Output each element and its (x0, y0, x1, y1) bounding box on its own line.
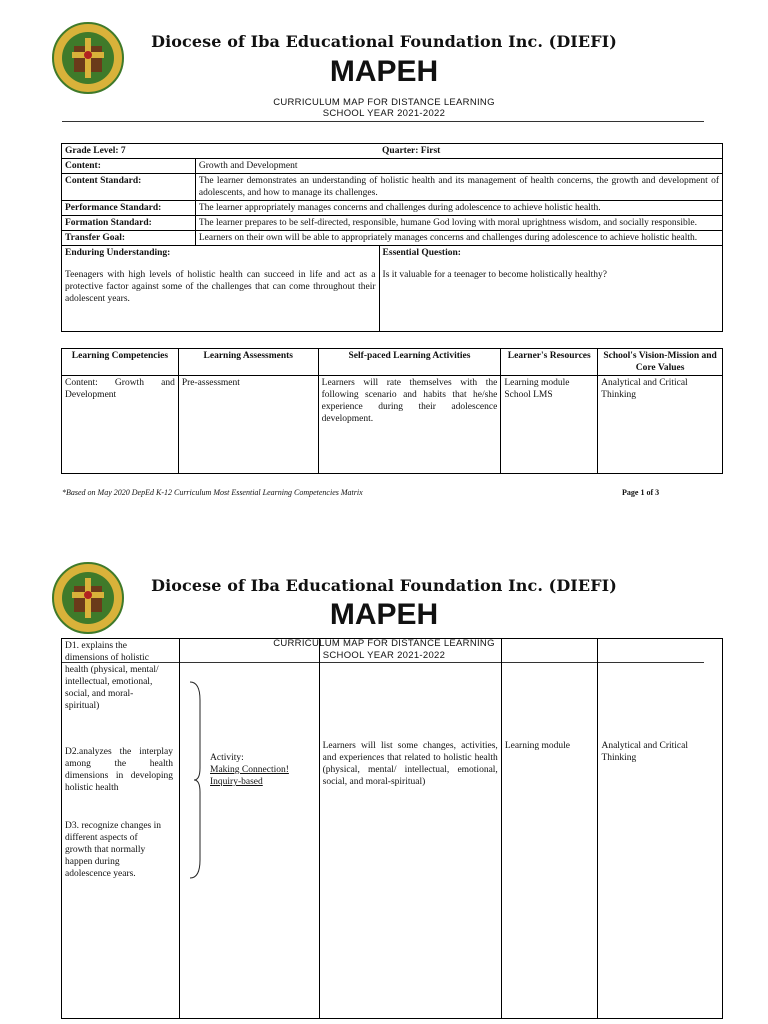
organization-name: Diocese of Iba Educational Foundation Inc. (DIEFI) (151, 32, 617, 51)
values-cell (598, 639, 723, 1019)
enduring-understanding-cell (62, 246, 380, 332)
grade-level: Grade Level: 7 (62, 144, 380, 159)
curly-brace-icon (188, 680, 202, 880)
resource-item: Learning module (504, 378, 570, 388)
resources-cell (501, 639, 598, 1019)
content-standard-value: The learner demonstrates an understanding of holistic health and its management of health concerns, the growth and development of adolescents, and how to manage its challenges. (195, 174, 722, 201)
document-subtitle: CURRICULUM MAP FOR DISTANCE LEARNING (273, 638, 495, 649)
assessment-activity-label: Activity: (210, 753, 244, 763)
competency-cell: Content: Growth and Development (62, 376, 179, 474)
subject-title: MAPEH (329, 598, 439, 631)
competency-d1: D1. explains the dimensions of holistic health (physical, mental/ intellectual, emotional, social, and moral-spiritual) (65, 641, 159, 711)
competency-d3: D3. recognize changes in different aspects of growth that normally happen during adolescence years. (65, 821, 162, 879)
column-header-competencies: Learning Competencies (62, 349, 179, 376)
essential-question-text: Is it valuable for a teenager to become holistically healthy? (382, 270, 608, 280)
competency-cell (62, 639, 180, 1019)
performance-standard-value: The learner appropriately manages concerns and challenges during adolescence to achieve holistic health. (195, 201, 722, 216)
document-subtitle: CURRICULUM MAP FOR DISTANCE LEARNING (273, 97, 495, 108)
subject-title: MAPEH (329, 55, 439, 88)
activity-text: Learners will list some changes, activities, and experiences that related to holistic health (physical, mental/ intellectual, emotional, social, and moral-spiritual) (322, 741, 498, 787)
content-value: Growth and Development (195, 159, 722, 174)
column-header-resources: Learner's Resources (501, 349, 598, 376)
assessment-type: Inquiry-based (210, 777, 263, 787)
header-divider (62, 121, 704, 122)
assessment-cell: Pre-assessment (178, 376, 318, 474)
quarter: Quarter: First (379, 144, 722, 159)
transfer-goal-label: Transfer Goal: (62, 231, 196, 246)
enduring-understanding-label: Enduring Understanding: (65, 248, 171, 258)
school-year: SCHOOL YEAR 2021-2022 (322, 650, 446, 661)
enduring-understanding-text: Teenagers with high levels of holistic health can succeed in life and act as a protective factor against some of the challenges that can come throughout their adolescent years. (65, 270, 376, 304)
organization-name: Diocese of Iba Educational Foundation Inc. (DIEFI) (151, 576, 617, 595)
page-2 (0, 512, 768, 1024)
resource-item: Learning module (504, 741, 570, 751)
content-standard-label: Content Standard: (62, 174, 196, 201)
competency-table-continued (61, 638, 723, 1019)
essential-question-label: Essential Question: (382, 248, 461, 258)
essential-question-cell (379, 246, 722, 332)
competency-table (61, 348, 723, 474)
page-number: Page 1 of 3 (622, 488, 660, 497)
activity-cell: Learners will rate themselves with the following scenario and habits that he/she experience during their adolescence development. (318, 376, 501, 474)
formation-standard-label: Formation Standard: (62, 216, 196, 231)
school-year: SCHOOL YEAR 2021-2022 (322, 108, 446, 119)
assessment-activity-name: Making Connection! (210, 765, 289, 775)
values-cell: Analytical and Critical Thinking (598, 376, 723, 474)
performance-standard-label: Performance Standard: (62, 201, 196, 216)
activity-cell (319, 639, 501, 1019)
column-header-activities: Self-paced Learning Activities (318, 349, 501, 376)
resource-item: School LMS (504, 390, 553, 400)
column-header-assessments: Learning Assessments (178, 349, 318, 376)
footnote: *Based on May 2020 DepEd K-12 Curriculum Most Essential Learning Competencies Matrix (62, 488, 363, 497)
content-label: Content: (62, 159, 196, 174)
formation-standard-value: The learner prepares to be self-directed, responsible, humane God loving with moral uprightness wisdom, and socially responsible. (195, 216, 722, 231)
values-text: Analytical and Critical Thinking (601, 741, 688, 763)
curriculum-info-table (61, 143, 723, 332)
column-header-values: School's Vision-Mission and Core Values (598, 349, 723, 376)
transfer-goal-value: Learners on their own will be able to appropriately manages concerns and challenges during adolescence to achieve holistic health. (195, 231, 722, 246)
competency-d2: D2.analyzes the interplay among the health dimensions in developing holistic health (65, 747, 173, 793)
resources-cell (501, 376, 598, 474)
